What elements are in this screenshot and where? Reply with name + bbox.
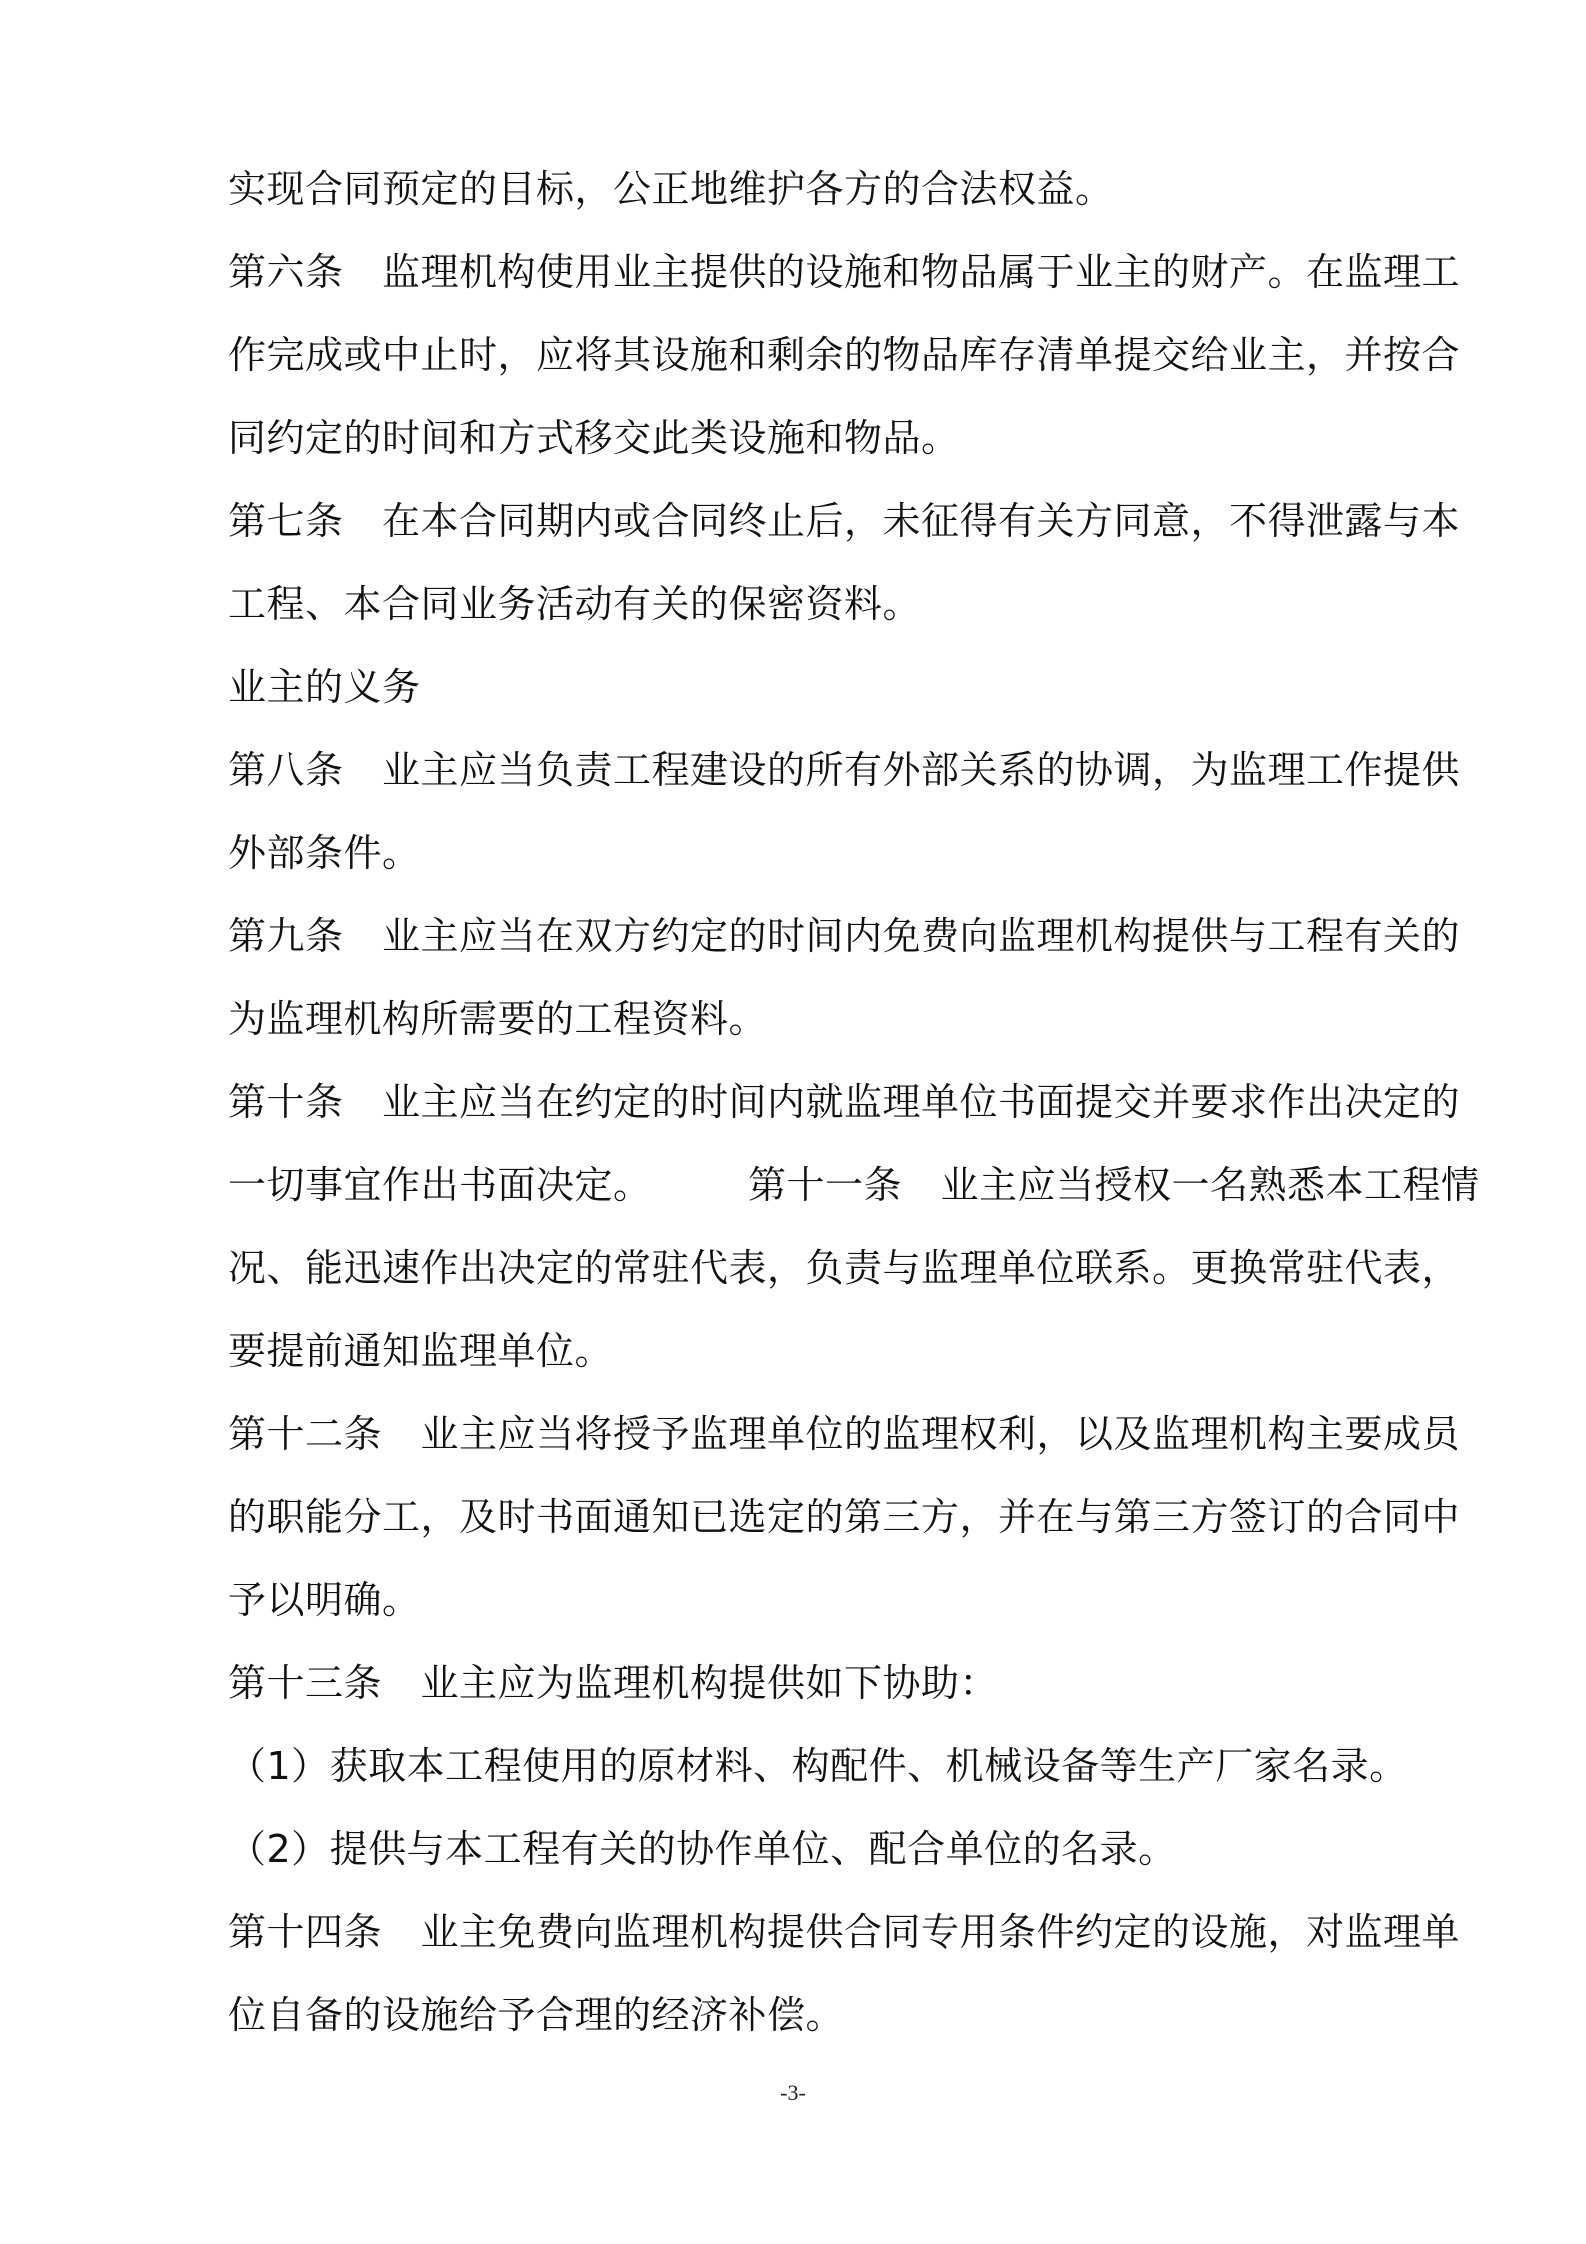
text-line: 第八条 业主应当负责工程建设的所有外部关系的协调，为监理工作提供 <box>228 748 1461 792</box>
text-line: 外部条件。 <box>228 831 421 875</box>
text-line: 第十三条 业主应为监理机构提供如下协助： <box>228 1661 999 1705</box>
text-line: 作完成或中止时，应将其设施和剩余的物品库存清单提交给业主，并按合 <box>228 333 1461 377</box>
text-line: 位自备的设施给予合理的经济补偿。 <box>228 1993 845 2037</box>
text-line: 要提前通知监理单位。 <box>228 1329 614 1373</box>
text-line: 第七条 在本合同期内或合同终止后，未征得有关方同意，不得泄露与本 <box>228 499 1461 543</box>
text-line: 一切事宜作出书面决定。 第十一条 业主应当授权一名熟悉本工程情 <box>228 1163 1480 1207</box>
text-line: 为监理机构所需要的工程资料。 <box>228 997 768 1041</box>
text-line: 第九条 业主应当在双方约定的时间内免费向监理机构提供与工程有关的 <box>228 914 1461 958</box>
text-line: 予以明确。 <box>228 1578 421 1622</box>
body-text <box>228 148 1480 2057</box>
text-line: 第十条 业主应当在约定的时间内就监理单位书面提交并要求作出决定的 <box>228 1080 1461 1124</box>
text-line: 实现合同预定的目标，公正地维护各方的合法权益。 <box>228 167 1114 211</box>
page-number: -3- <box>780 2080 806 2105</box>
text-line: 工程、本合同业务活动有关的保密资料。 <box>228 582 922 626</box>
list-item: （1）获取本工程使用的原材料、构配件、机械设备等生产厂家名录。 <box>228 1744 1408 1788</box>
text-line: 的职能分工，及时书面通知已选定的第三方，并在与第三方签订的合同中 <box>228 1495 1461 1539</box>
text-line: 第十二条 业主应当将授予监理单位的监理权利，以及监理机构主要成员 <box>228 1412 1461 1456</box>
text-line: 况、能迅速作出决定的常驻代表，负责与监理单位联系。更换常驻代表， <box>228 1246 1461 1290</box>
list-item: （2）提供与本工程有关的协作单位、配合单位的名录。 <box>228 1827 1177 1871</box>
section-heading: 业主的义务 <box>228 665 421 709</box>
text-line: 第十四条 业主免费向监理机构提供合同专用条件约定的设施，对监理单 <box>228 1910 1461 1954</box>
text-line: 同约定的时间和方式移交此类设施和物品。 <box>228 416 960 460</box>
text-line: 第六条 监理机构使用业主提供的设施和物品属于业主的财产。在监理工 <box>228 250 1461 294</box>
